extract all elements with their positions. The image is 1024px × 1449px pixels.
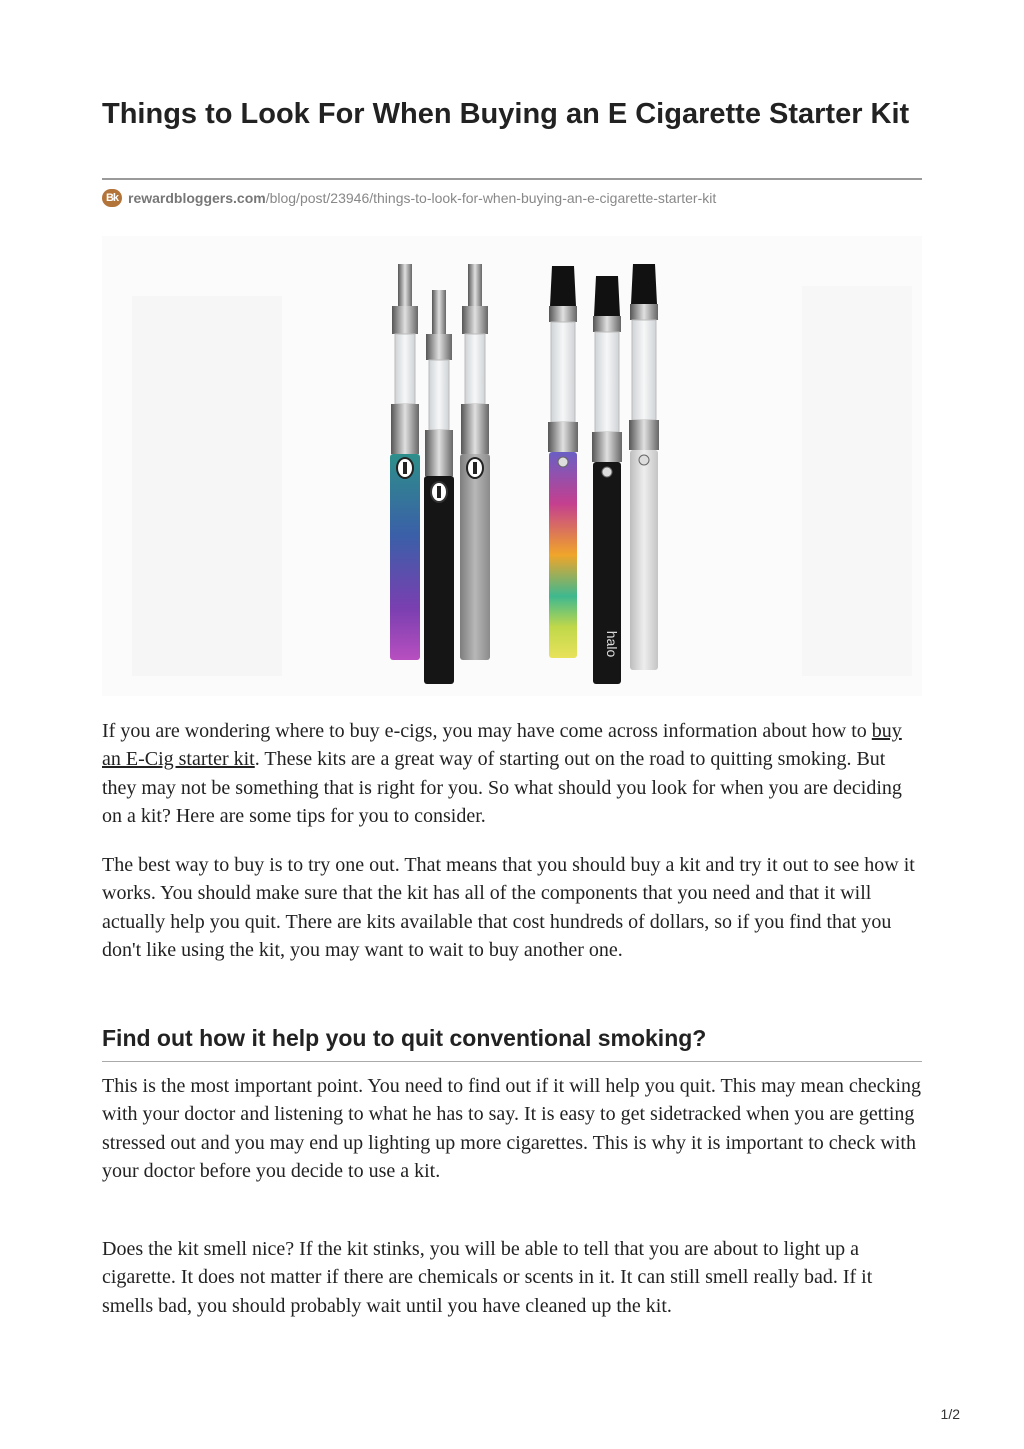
article-title: Things to Look For When Buying an E Cigarette Starter Kit bbox=[102, 98, 910, 130]
site-favicon-icon: Bk bbox=[102, 189, 122, 207]
starter-kit-link[interactable]: buy an E-Cig starter kit bbox=[102, 720, 902, 771]
source-line[interactable] bbox=[102, 188, 716, 208]
paragraph-intro bbox=[102, 717, 922, 831]
section-divider bbox=[102, 1061, 922, 1062]
pen-silver-halo bbox=[629, 264, 659, 670]
paragraph-try-one: The best way to buy is to try one out. That means that you should buy a kit and try it out to see how it works. You should make sure that the kit has all of the components that you need and that it will actually help you quit. There are kits available that cost hundreds of dollars, so if you find that you don't like using the kit, you may want to wait to buy another one. bbox=[102, 854, 915, 962]
paragraph-important-point: This is the most important point. You need to find out if it will help you quit. This may mean checking with your doctor and listening to what he has to say. It is easy to get sidetracked when you are getting stressed out and you may end up lighting up more cigarettes. This is why it is important to check with your doctor before you decide to use a kit. bbox=[102, 1075, 922, 1183]
e-cigarette-pens-image bbox=[102, 236, 922, 696]
paragraph-text: . These kits are a great way of starting out on the road to quitting smoking. But they may not be something that is right for you. So what should you look for when you are deciding on a kit? Here are some tips for you to consider. bbox=[102, 748, 902, 828]
page-number: 1/2 bbox=[940, 1406, 960, 1422]
title-divider bbox=[102, 178, 922, 180]
image-brand-text: halo bbox=[604, 630, 620, 658]
paragraph-text: If you are wondering where to buy e-cigs, you may have come across information about how to bbox=[102, 720, 872, 742]
source-domain: rewardbloggers.com bbox=[128, 190, 266, 206]
pen-black-halo bbox=[592, 276, 622, 684]
source-path: /blog/post/23946/things-to-look-for-when-buying-an-e-cigarette-starter-kit bbox=[265, 190, 717, 206]
paragraph-smell: Does the kit smell nice? If the kit stinks, you will be able to tell that you are about to light up a cigarette. It does not matter if there are chemicals or scents in it. It can still smell really bad. If it smells bad, you should probably wait until you have cleaned up the kit. bbox=[102, 1238, 873, 1317]
pen-rainbow-halo bbox=[548, 266, 578, 658]
pen-grey bbox=[460, 264, 490, 660]
pen-black bbox=[424, 290, 454, 684]
pen-rainbow-blue bbox=[390, 264, 420, 660]
section-heading: Find out how it help you to quit conventional smoking? bbox=[102, 1025, 707, 1051]
